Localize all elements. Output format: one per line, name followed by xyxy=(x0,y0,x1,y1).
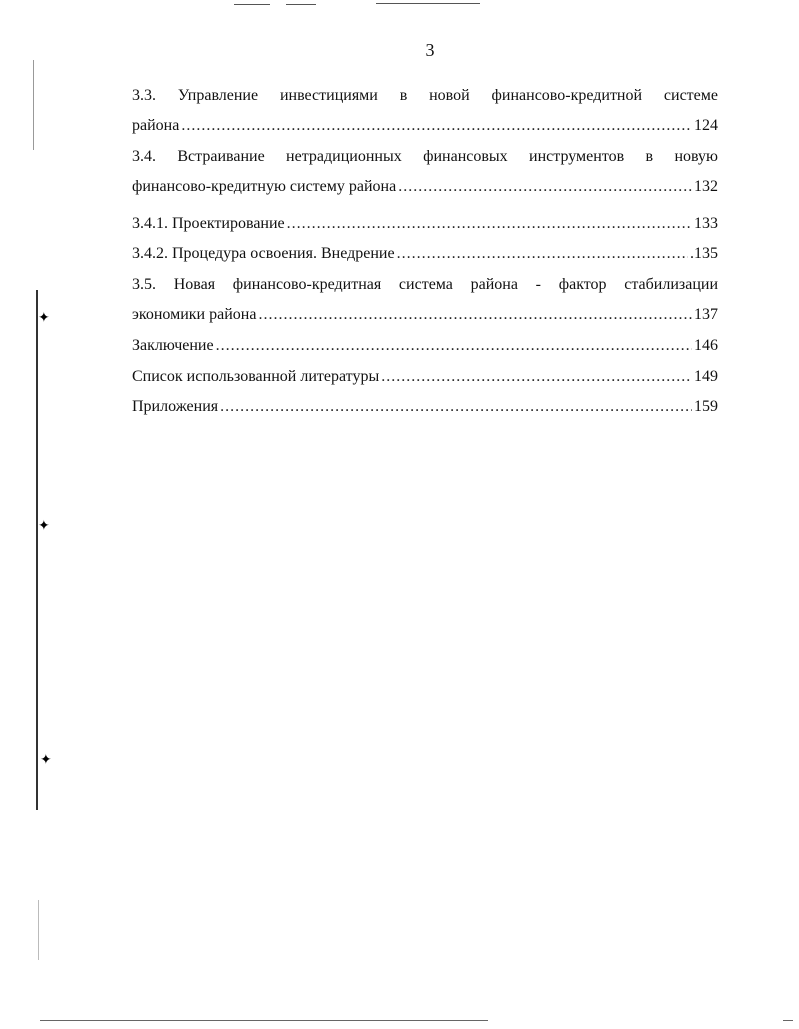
toc-entry-title: 3.4.1. Проектирование xyxy=(132,215,285,232)
binding-edge-line-lower xyxy=(38,900,39,960)
toc-entry-3-5-title: 3.5. Новая финансово-кредитная система района - фактор стабилизации xyxy=(132,276,718,293)
binding-edge-line-upper xyxy=(33,60,34,150)
scan-bottom-line xyxy=(40,1020,488,1021)
toc-leader-dots xyxy=(397,244,688,264)
scan-top-line-2 xyxy=(286,4,316,5)
punch-mark-icon: ✦ xyxy=(38,519,50,534)
toc-entry-title: района xyxy=(132,117,180,134)
toc-entry-appendices xyxy=(132,397,718,417)
toc-entry-3-3 xyxy=(132,116,718,136)
toc-entry-3-4-2 xyxy=(132,244,718,264)
binding-edge-line xyxy=(36,290,38,810)
scan-bottom-corner-line xyxy=(783,1020,793,1021)
toc-entry-3-4-1 xyxy=(132,214,718,234)
toc-entry-conclusion xyxy=(132,336,718,356)
toc-leader-dots xyxy=(220,397,692,417)
punch-mark-icon: ✦ xyxy=(38,311,50,326)
toc-entry-page: 133 xyxy=(694,215,718,232)
toc-entry-references xyxy=(132,367,718,387)
toc-entry-title: Заключение xyxy=(132,337,214,354)
toc-leader-dots xyxy=(216,336,692,356)
toc-entry-page: 137 xyxy=(694,306,718,323)
toc-entry-title: экономики района xyxy=(132,306,257,323)
toc-entry-page: .135 xyxy=(690,245,718,262)
punch-mark-icon: ✦ xyxy=(40,753,52,768)
toc-leader-dots xyxy=(287,214,692,234)
toc-entry-3-4-title: 3.4. Встраивание нетрадиционных финансовых инструментов в новую xyxy=(132,148,718,165)
toc-entry-page: 124 xyxy=(694,117,718,134)
toc-entry-3-4 xyxy=(132,177,718,197)
toc-leader-dots xyxy=(398,177,692,197)
toc-entry-title: Список использованной литературы xyxy=(132,368,380,385)
scan-top-line-1 xyxy=(234,4,270,5)
toc-leader-dots xyxy=(258,305,692,325)
toc-entry-page: 159 xyxy=(694,398,718,415)
toc-entry-3-5 xyxy=(132,305,718,325)
toc-entry-title: 3.4.2. Процедура освоения. Внедрение xyxy=(132,245,395,262)
toc-leader-dots xyxy=(181,116,692,136)
toc-entry-page: 146 xyxy=(694,337,718,354)
toc-leader-dots xyxy=(381,367,692,387)
toc-entry-page: 149 xyxy=(694,368,718,385)
toc-entry-title: финансово-кредитную систему района xyxy=(132,178,397,195)
page-number: 3 xyxy=(425,40,435,60)
toc-entry-3-3-title: 3.3. Управление инвестициями в новой финансово-кредитной системе xyxy=(132,87,718,104)
scan-top-line-3 xyxy=(376,3,480,4)
toc-entry-page: 132 xyxy=(694,178,718,195)
toc-entry-title: Приложения xyxy=(132,398,219,415)
